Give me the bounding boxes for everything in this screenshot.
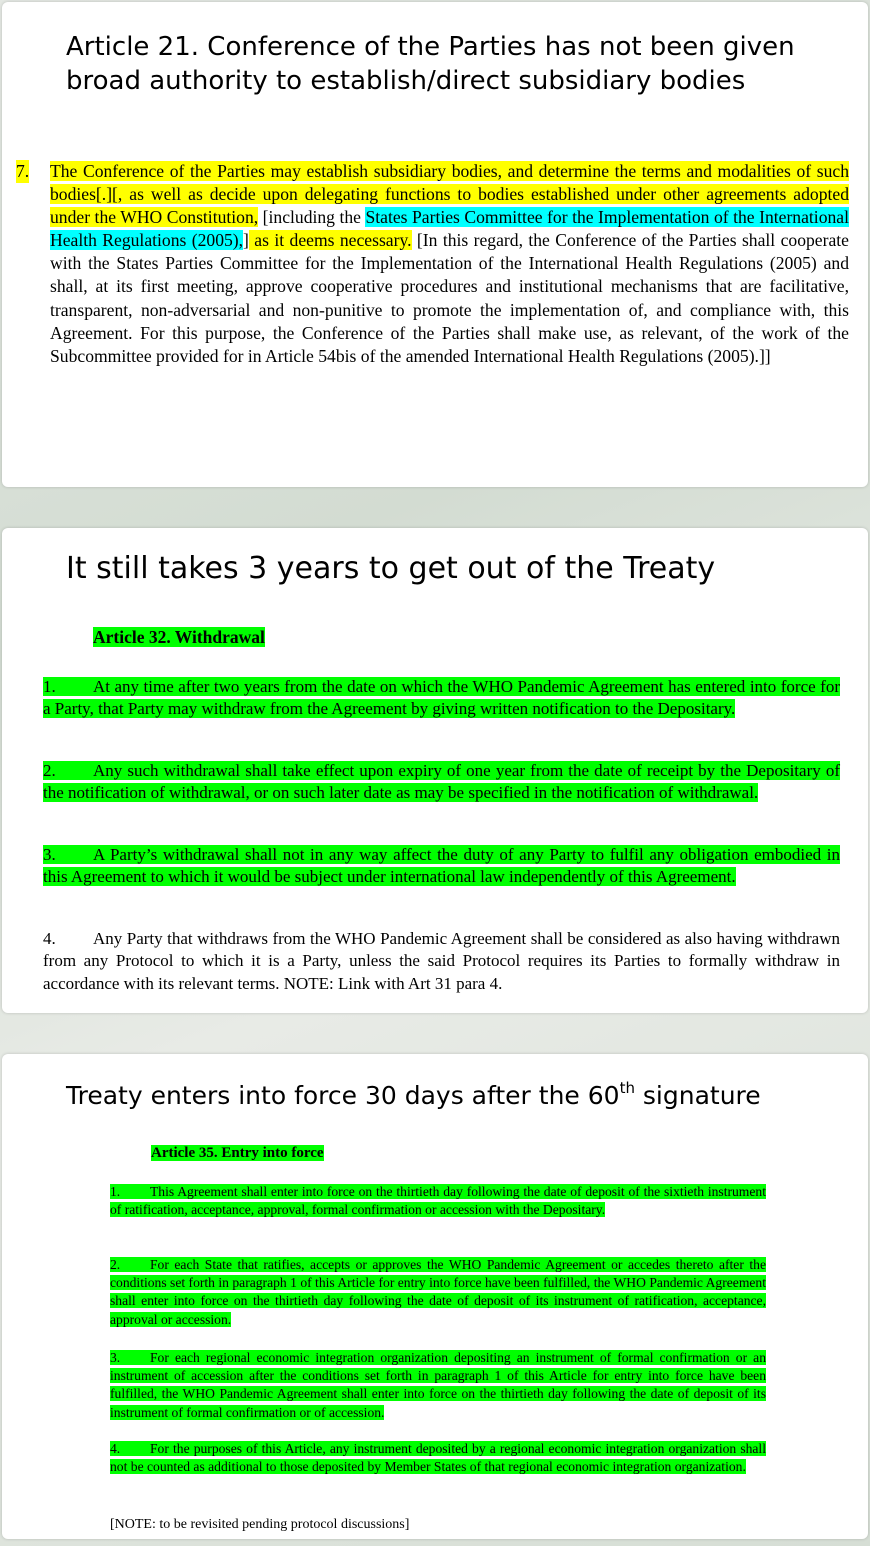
slide-title: It still takes 3 years to get out of the Treaty	[66, 551, 716, 586]
slide-article-35	[2, 1054, 868, 1539]
entry-paragraph-1: 1. This Agreement shall enter into force on the thirtieth day following the date of deposit of the sixtieth instrument of ratification, acceptance, approval, formal confirmation or accession with the Depositary.	[110, 1184, 766, 1218]
plain-text: ]	[243, 230, 249, 251]
slide-article-21	[2, 2, 868, 487]
withdrawal-paragraph-3: 3. A Party’s withdrawal shall not in any way affect the duty of any Party to fulfil any obligation embodied in this Agreement to which it would be subject under international law independently of this Agreement.	[43, 845, 840, 887]
withdrawal-paragraph-4: 4. Any Party that withdraws from the WHO Pandemic Agreement shall be considered as also having withdrawn from any Protocol to which it is a Party, unless the said Protocol requires its Parties to formally withdraw in accordance with its relevant terms. NOTE: Link with Art 31 para 4.	[43, 929, 840, 993]
entry-paragraph-4: 4. For the purposes of this Article, any instrument deposited by a regional economic integration organization shall not be counted as additional to those deposited by Member States of that regional economic integration organization.	[110, 1441, 766, 1475]
plain-text: [including the	[258, 207, 366, 228]
slide-article-32	[2, 528, 868, 1013]
entry-paragraph-3: 3. For each regional economic integration organization depositing an instrument of formal confirmation or an instrument of accession after the conditions set forth in paragraph 1 of this Article for entry into force have been fulfilled, the WHO Pandemic Agreement shall enter into force on the thirtieth day following the date of deposit of its instrument of formal confirmation or of accession.	[110, 1350, 766, 1420]
paragraph-number: 7.	[16, 160, 29, 183]
highlighted-text-cyan: States Parties Committee for the Implementation of the International Health Regulations (2005),	[50, 207, 849, 251]
slide-title: Treaty enters into force 30 days after the 60th signature	[66, 1079, 761, 1110]
withdrawal-paragraph-2: 2. Any such withdrawal shall take effect upon expiry of one year from the date of receipt by the Depositary of the notification of withdrawal, or on such later date as may be specified in the notification of withdrawal.	[43, 761, 840, 803]
article-heading: Article 35. Entry into force	[151, 1145, 324, 1161]
slide-title: Article 21. Conference of the Parties has not been given broad authority to establish/direct subsidiary bodies	[66, 32, 795, 96]
highlighted-text-yellow: as it deems necessary.	[248, 230, 412, 251]
withdrawal-paragraph-1: 1. At any time after two years from the date on which the WHO Pandemic Agreement has entered into force for a Party, that Party may withdraw from the Agreement by giving written notification to the Depositary.	[43, 677, 840, 719]
revision-note: [NOTE: to be revisited pending protocol discussions]	[110, 1517, 410, 1532]
highlighted-text-yellow: The Conference of the Parties may establish subsidiary bodies, and determine the terms and modalities of such bodies[.][, as well as decide upon delegating functions to bodies established under other agreements adopted under the WHO Constitution,	[50, 161, 849, 228]
entry-paragraph-2: 2. For each State that ratifies, accepts or approves the WHO Pandemic Agreement or accedes thereto after the conditions set forth in paragraph 1 of this Article for entry into force have been fulfilled, the WHO Pandemic Agreement shall enter into force on the thirtieth day following the date of deposit of its instrument of ratification, acceptance, approval or accession.	[110, 1257, 766, 1327]
article-heading: Article 32. Withdrawal	[93, 627, 265, 647]
plain-text: [In this regard, the Conference of the Parties shall cooperate with the States Parties Committee for the Implementation of the International Health Regulations (2005) and shall, at its first meeting, approve cooperative procedures and institutional mechanisms that are facilitative, transparent, non-adversarial and non-punitive to promote the implementation of, and compliance with, this Agreement. For this purpose, the Conference of the Parties shall make use, as relevant, of the work of the Subcommittee provided for in Article 54bis of the amended International Health Regulations (2005).]]	[50, 230, 849, 366]
article-21-paragraph-7	[50, 160, 849, 368]
